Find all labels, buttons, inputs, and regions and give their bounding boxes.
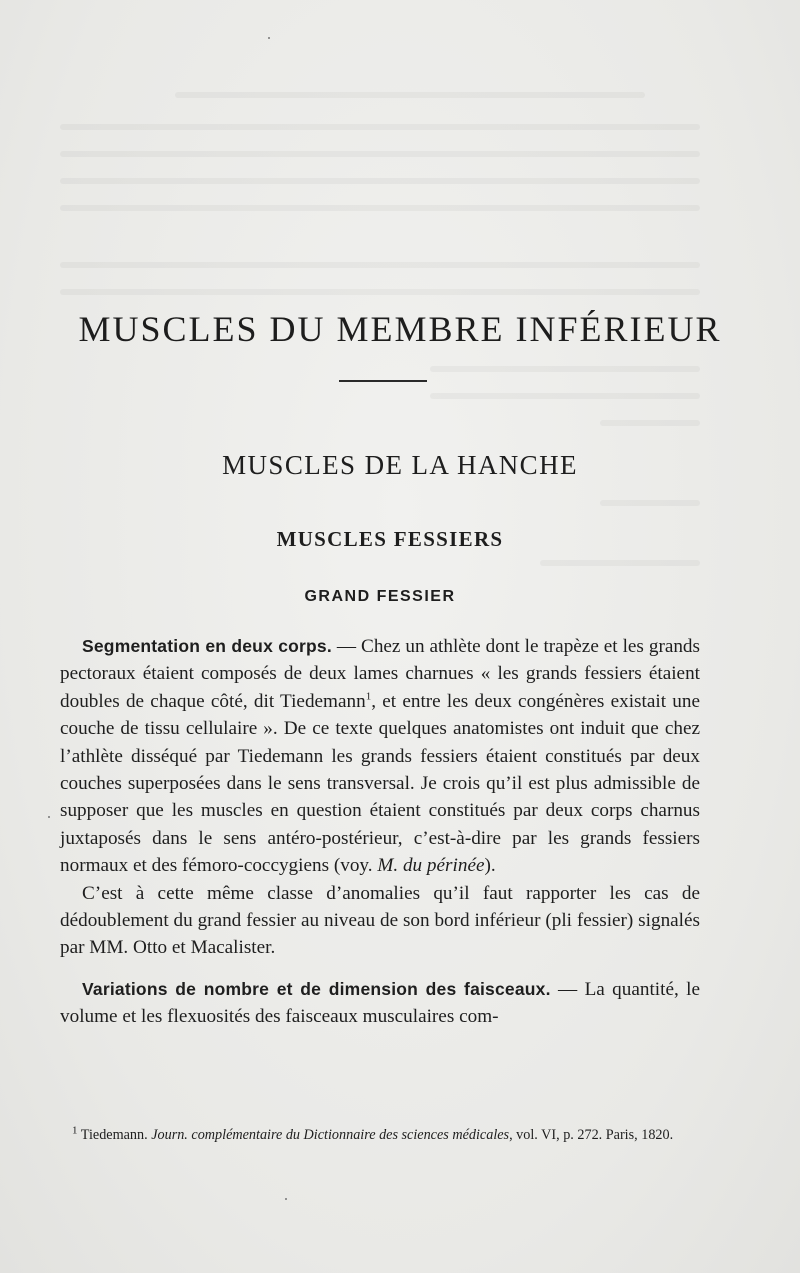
footnote-details: , vol. VI, p. 272. Paris, 1820. [509, 1127, 674, 1143]
bleed-through [60, 124, 700, 130]
paragraph-text: — Chez un athlète dont le trapèze et les grands pectoraux étaient composés de deux lames charnues « les grands fessiers étaient doubles de chaque côté, dit Tiedemann [60, 636, 700, 712]
paragraph-segmentation [60, 633, 700, 880]
paper-speck [285, 1198, 287, 1200]
cross-reference: M. du périnée [377, 855, 485, 877]
bleed-through [60, 289, 700, 295]
bleed-through [540, 560, 700, 566]
run-in-heading: Variations de nombre et de dimension des faisceaux. [82, 978, 551, 999]
bleed-through [60, 262, 700, 268]
bleed-through [60, 151, 700, 157]
paragraph-variations [60, 976, 700, 1031]
run-in-heading: Segmentation en deux corps. [82, 636, 332, 656]
subsection-title: GRAND FESSIER [304, 588, 456, 605]
bleed-through [60, 178, 700, 184]
footnote-author: Tiedemann. [77, 1127, 152, 1143]
bleed-through [430, 366, 700, 372]
part-title: MUSCLES DU MEMBRE INFÉRIEUR [78, 309, 722, 349]
bleed-through [600, 420, 700, 426]
body-text [60, 633, 700, 1031]
bleed-through [600, 500, 700, 506]
title-divider [339, 380, 427, 382]
footnote-reference: 1 [365, 690, 372, 703]
bleed-through [430, 393, 700, 399]
paragraph-text: — La quantité, le volume et les flexuosités des faisceaux musculaires com- [60, 978, 700, 1028]
paragraph-text: , et entre les deux congénères existait une couche de tissu cellulaire ». De ce texte quelques anatomistes ont induit que chez l’athlète disséqué par Tiedemann les grands fessiers étaient constitués par deux couches superposées dans le sens transversal. Je crois qu’il est plus admissible de supposer que les muscles en question étaient constitués par deux corps charnus juxtaposés dans le sens antéro-postérieur, c’est-à-dire par les grands fessiers normaux et des fémoro-coccygiens (voy. [60, 690, 700, 877]
chapter-title: MUSCLES DE LA HANCHE [222, 450, 578, 480]
paragraph-text: ). [484, 855, 496, 877]
bleed-through [60, 205, 700, 211]
paper-speck [268, 37, 270, 39]
footnote [60, 1126, 700, 1145]
paragraph-dedoublement: C’est à cette même classe d’anomalies qu’il faut rapporter les cas de dédoublement du grand fessier au niveau de son bord inférieur (pli fessier) signalés par MM. Otto et Macalister. [60, 882, 700, 959]
section-title: MUSCLES FESSIERS [276, 527, 504, 551]
footnote-journal: Journ. complémentaire du Dictionnaire des sciences médicales [151, 1127, 510, 1143]
bleed-through [175, 92, 645, 98]
paper-speck [48, 816, 50, 818]
footnote-marker: 1 [72, 1124, 78, 1137]
